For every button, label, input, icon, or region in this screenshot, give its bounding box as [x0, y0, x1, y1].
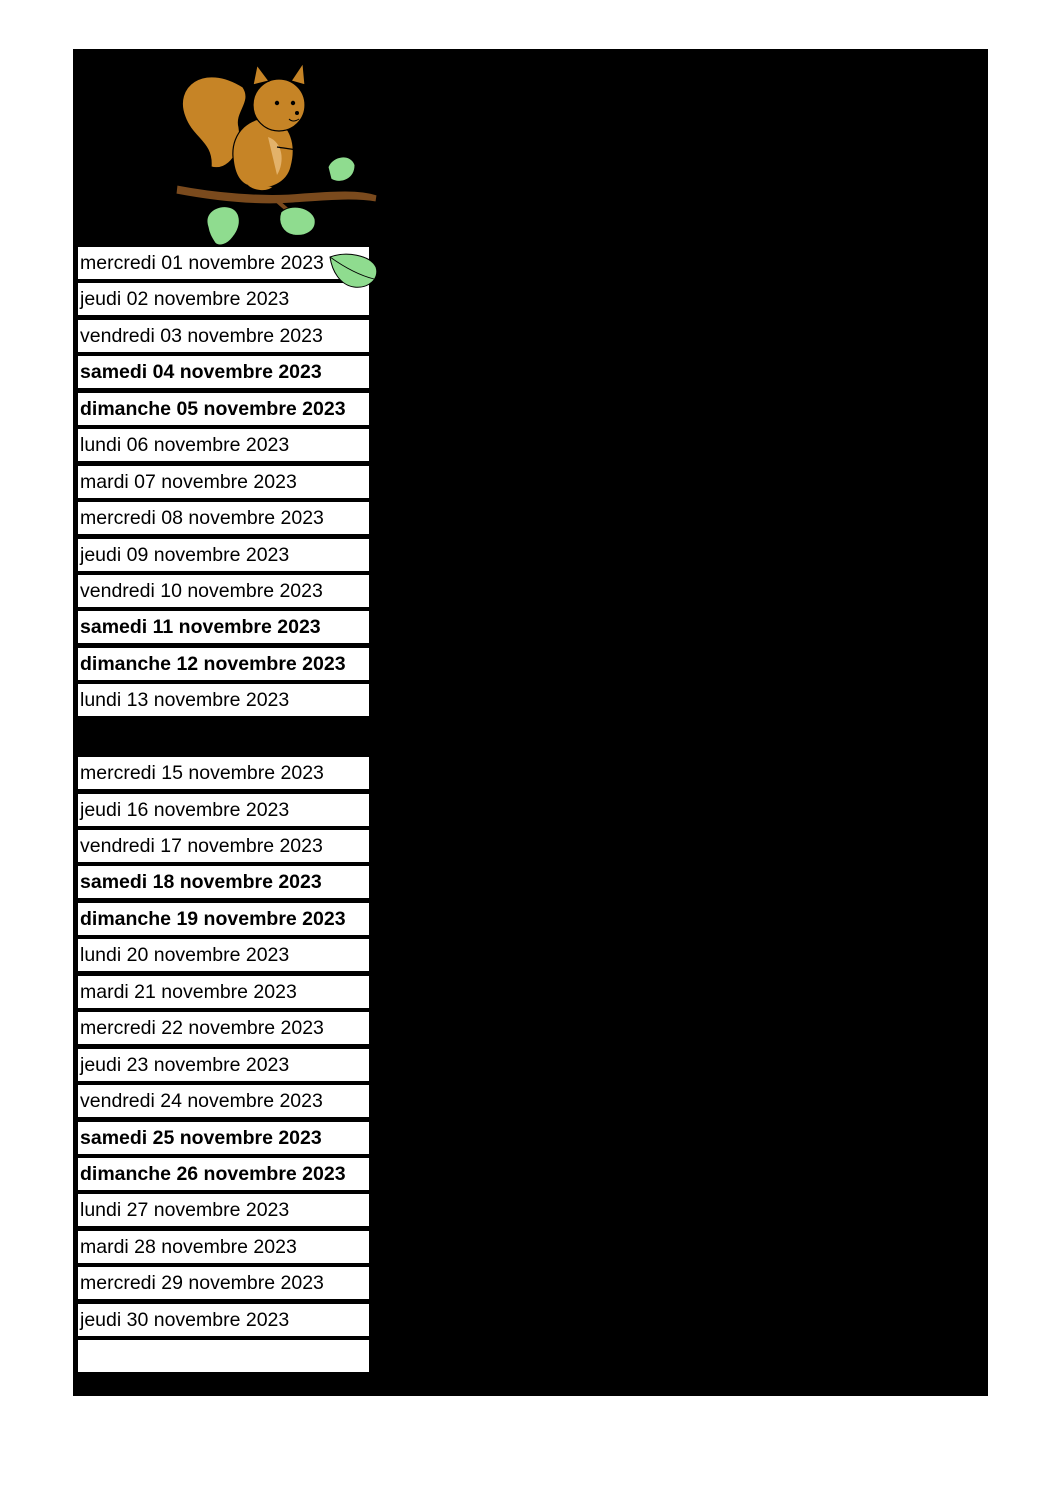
- date-row: vendredi 10 novembre 2023: [78, 575, 369, 607]
- date-row: dimanche 19 novembre 2023: [78, 903, 369, 935]
- date-row: lundi 20 novembre 2023: [78, 939, 369, 971]
- date-row: samedi 11 novembre 2023: [78, 611, 369, 643]
- date-row: jeudi 02 novembre 2023: [78, 283, 369, 315]
- date-row: jeudi 16 novembre 2023: [78, 794, 369, 826]
- date-row: mercredi 29 novembre 2023: [78, 1267, 369, 1299]
- date-row: jeudi 23 novembre 2023: [78, 1049, 369, 1081]
- date-row: mercredi 22 novembre 2023: [78, 1012, 369, 1044]
- leaf-icon: [326, 249, 381, 291]
- date-row: lundi 06 novembre 2023: [78, 429, 369, 461]
- date-row: jeudi 09 novembre 2023: [78, 539, 369, 571]
- date-row: vendredi 17 novembre 2023: [78, 830, 369, 862]
- date-row: vendredi 03 novembre 2023: [78, 320, 369, 352]
- date-row: jeudi 30 novembre 2023: [78, 1304, 369, 1336]
- date-row: mercredi 08 novembre 2023: [78, 502, 369, 534]
- date-row: mercredi 01 novembre 2023: [78, 247, 369, 279]
- date-row: vendredi 24 novembre 2023: [78, 1085, 369, 1117]
- date-row: dimanche 26 novembre 2023: [78, 1158, 369, 1190]
- date-row: samedi 18 novembre 2023: [78, 866, 369, 898]
- calendar-sheet: [73, 49, 988, 1396]
- date-row: samedi 04 novembre 2023: [78, 356, 369, 388]
- date-row: mardi 07 novembre 2023: [78, 466, 369, 498]
- date-row: lundi 27 novembre 2023: [78, 1194, 369, 1226]
- date-row: lundi 13 novembre 2023: [78, 684, 369, 716]
- date-row: dimanche 05 novembre 2023: [78, 393, 369, 425]
- date-row: mercredi 15 novembre 2023: [78, 757, 369, 789]
- date-list: [78, 247, 369, 1377]
- date-row: mardi 28 novembre 2023: [78, 1231, 369, 1263]
- date-row: samedi 25 novembre 2023: [78, 1122, 369, 1154]
- date-row: mardi 21 novembre 2023: [78, 976, 369, 1008]
- date-row: dimanche 12 novembre 2023: [78, 648, 369, 680]
- date-row: [78, 1340, 369, 1372]
- date-row-gap: [78, 721, 369, 753]
